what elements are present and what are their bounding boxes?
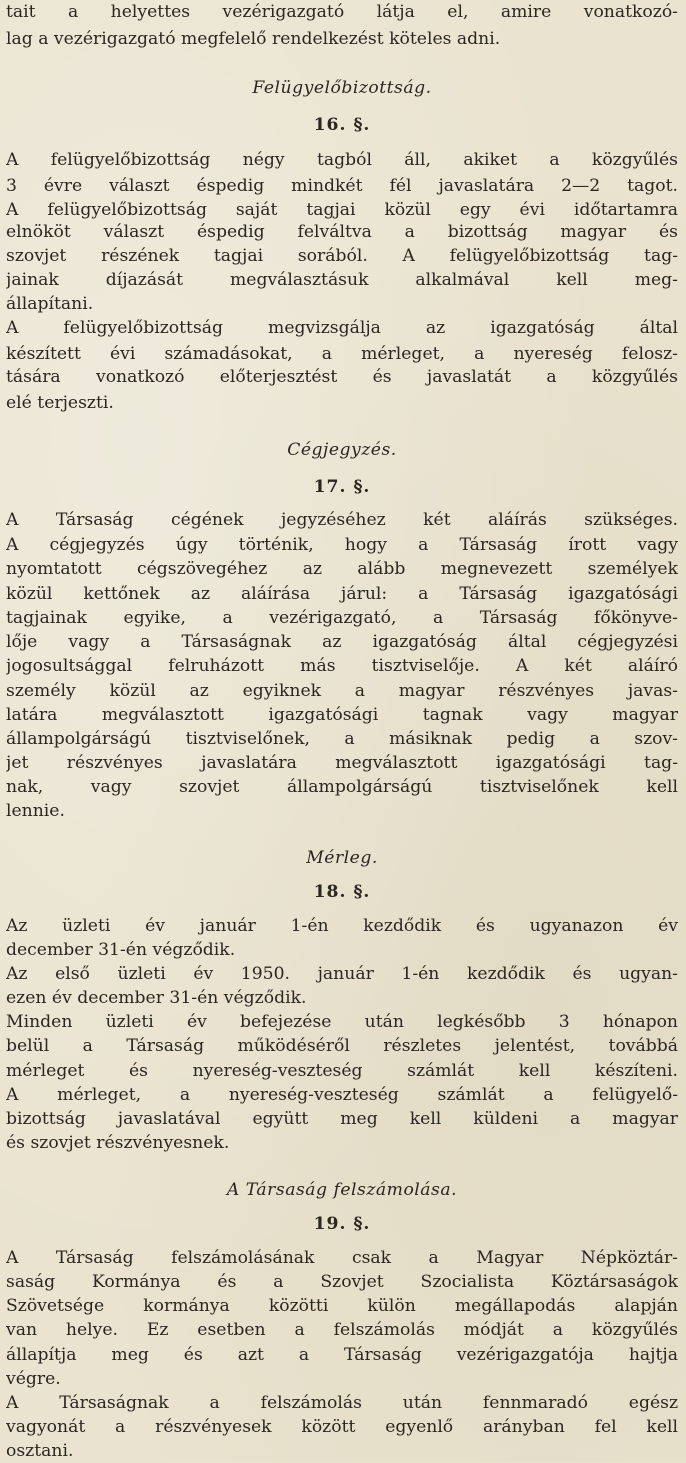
paragraph-line: van helye. Ez esetben a felszámolás módját a közgyűlés <box>6 1320 678 1340</box>
paragraph-line: állapítja meg és azt a Társaság vezérigazgatója hajtja <box>6 1345 678 1365</box>
paragraph-line: állapítani. <box>6 294 94 314</box>
paragraph-line: 3 évre választ éspedig mindkét fél javaslatára 2—2 tagot. <box>6 176 678 196</box>
paragraph-line: és szovjet részvényesnek. <box>6 1133 230 1153</box>
paragraph-line: tására vonatkozó előterjesztést és javaslatát a közgyűlés <box>6 367 678 387</box>
paragraph-line: A felügyelőbizottság négy tagból áll, akiket a közgyűlés <box>6 150 678 170</box>
paragraph-line: lennie. <box>6 801 65 821</box>
paragraph-line: Az üzleti év január 1-én kezdődik és ugyanazon év <box>6 916 678 936</box>
paragraph-line: A Társaságnak a felszámolás után fennmaradó egész <box>6 1393 678 1413</box>
paragraph-line: végre. <box>6 1369 61 1389</box>
paragraph-line: elé terjeszti. <box>6 393 114 413</box>
paragraph-line: ezen év december 31-én végződik. <box>6 988 307 1008</box>
paragraph-line: latára megválasztott igazgatósági tagnak vagy magyar <box>6 705 678 725</box>
paragraph-line: állampolgárságú tisztviselőnek, a másiknak pedig a szov- <box>6 729 678 749</box>
section-heading: A Társaság felszámolása. <box>226 1180 458 1200</box>
paragraph-line: tait a helyettes vezérigazgató látja el, amire vonatkozó- <box>6 2 678 22</box>
paragraph-line: közül kettőnek az aláírása járul: a Társaság igazgatósági <box>6 584 678 604</box>
section-heading: Cégjegyzés. <box>287 440 397 460</box>
paragraph-line: mérleget és nyereség-veszteség számlát kell készíteni. <box>6 1061 678 1081</box>
section-heading: Mérleg. <box>306 848 378 868</box>
paragraph-line: jogosultsággal felruházott más tisztviselője. A két aláíró <box>6 656 678 676</box>
paragraph-line: Minden üzleti év befejezése után legkésőbb 3 hónapon <box>6 1012 678 1032</box>
section-number: 17. §. <box>313 477 371 497</box>
paragraph-line: osztani. <box>6 1441 74 1461</box>
paragraph-line: szovjet részének tagjai sorából. A felügyelőbizottság tag- <box>6 246 678 266</box>
paragraph-line: nak, vagy szovjet állampolgárságú tisztviselőnek kell <box>6 777 678 797</box>
paragraph-line: saság Kormánya és a Szovjet Szocialista Köztársaságok <box>6 1272 678 1292</box>
paragraph-line: A cégjegyzés úgy történik, hogy a Társaság írott vagy <box>6 535 678 555</box>
paragraph-line: A Társaság cégének jegyzéséhez két aláírás szükséges. <box>6 510 678 530</box>
paragraph-line: jet részvényes javaslatára megválasztott igazgatósági tag- <box>6 753 678 773</box>
paragraph-line: Az első üzleti év 1950. január 1-én kezdődik és ugyan- <box>6 964 678 984</box>
paragraph-line: nyomtatott cégszövegéhez az alább megnevezett személyek <box>6 559 678 579</box>
paragraph-line: A felügyelőbizottság saját tagjai közül egy évi időtartamra <box>6 200 678 220</box>
paragraph-line: jainak díjazását megválasztásuk alkalmával kell meg- <box>6 270 678 290</box>
paragraph-line: Szövetsége kormánya közötti külön megállapodás alapján <box>6 1296 678 1316</box>
section-number: 18. §. <box>313 882 371 902</box>
paragraph-line: A mérleget, a nyereség-veszteség számlát a felügyelő- <box>6 1085 678 1105</box>
paragraph-line: elnököt választ éspedig felváltva a bizottság magyar és <box>6 222 678 242</box>
section-heading: Felügyelőbizottság. <box>252 78 432 98</box>
paragraph-line: lője vagy a Társaságnak az igazgatóság által cégjegyzési <box>6 632 678 652</box>
paragraph-line: bizottság javaslatával együtt meg kell küldeni a magyar <box>6 1109 678 1129</box>
section-number: 16. §. <box>313 115 371 135</box>
paragraph-line: vagyonát a részvényesek között egyenlő arányban fel kell <box>6 1417 678 1437</box>
paragraph-line: december 31-én végződik. <box>6 940 236 960</box>
paragraph-line: tagjainak egyike, a vezérigazgató, a Társaság főkönyve- <box>6 608 678 628</box>
paragraph-line: személy közül az egyiknek a magyar részvényes javas- <box>6 681 678 701</box>
section-number: 19. §. <box>313 1214 371 1234</box>
paragraph-line: A Társaság felszámolásának csak a Magyar Népköztár- <box>6 1248 678 1268</box>
paragraph-line: készített évi számadásokat, a mérleget, a nyereség felosz- <box>6 344 678 364</box>
paragraph-line: belül a Társaság működéséről részletes jelentést, továbbá <box>6 1036 678 1056</box>
paragraph-line: A felügyelőbizottság megvizsgálja az igazgatóság által <box>6 318 678 338</box>
paragraph-line: lag a vezérigazgató megfelelő rendelkezést köteles adni. <box>6 29 501 49</box>
